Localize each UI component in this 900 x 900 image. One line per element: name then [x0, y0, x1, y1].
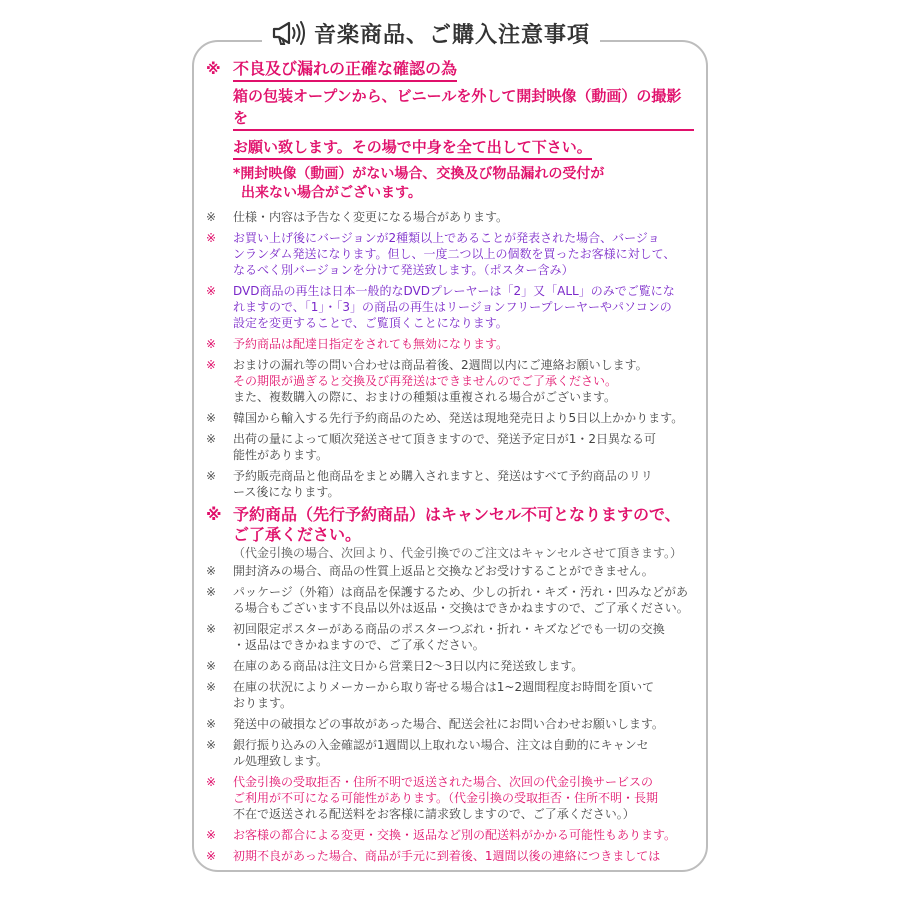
item-text: 出荷の量によって順次発送させて頂きますので、発送予定日が1・2日異なる可	[233, 432, 657, 446]
video-note	[194, 165, 706, 203]
bullet-mark: ※	[206, 828, 217, 842]
cancel-line: 予約商品（先行予約商品）はキャンセル不可となりますので、	[233, 505, 681, 524]
bullet-mark: ※	[206, 564, 217, 578]
list-item	[194, 209, 706, 225]
item-text: ース後になります。	[233, 485, 340, 499]
list-item	[194, 468, 706, 500]
bullet-mark: ※	[206, 358, 217, 372]
list-item	[194, 679, 706, 711]
item-text: 韓国から輸入する先行予約商品のため、発送は現地発売日より5日以上かかります。	[233, 411, 684, 425]
title-banner	[262, 16, 600, 50]
list-item	[194, 563, 706, 579]
bullet-mark: ※	[206, 337, 217, 351]
item-text: その期限が過ぎると交換及び再発送はできませんのでご了承ください。	[233, 374, 618, 388]
bullet-mark: ※	[206, 849, 217, 863]
item-text: 開封済みの場合、商品の性質上返品と交換などお受けすることができません。	[233, 564, 654, 578]
notice-mark: ※	[206, 60, 221, 78]
item-text: また、複数購入の際に、おまけの種類は重複される場合がございます。	[233, 390, 617, 404]
note-line: 出来ない場合がございます。	[241, 185, 422, 201]
bullet-mark: ※	[206, 775, 217, 789]
list-item	[194, 827, 706, 843]
bullet-mark: ※	[206, 717, 217, 731]
notice-line: 箱の包装オープンから、ビニールを外して開封映像（動画）の撮影を	[233, 85, 694, 131]
list-item	[194, 357, 706, 405]
item-text: る場合もございます不良品以外は返品・交換はできかねますので、ご了承ください。	[233, 601, 689, 615]
item-text: お買い上げ後にバージョンが2種類以上であることが発表された場合、バージョ	[233, 231, 660, 245]
cancel-line: ご了承ください。	[233, 525, 362, 544]
bullet-mark: ※	[206, 411, 217, 425]
item-text: 設定を変更することで、ご覧頂くことになります。	[233, 316, 508, 330]
bullet-mark: ※	[206, 231, 217, 245]
notice-line: お願い致します。その場で中身を全て出して下さい。	[233, 136, 592, 160]
item-text: 能性があります。	[233, 448, 329, 462]
note-line: *開封映像（動画）がない場合、交換及び物品漏れの受付が	[233, 166, 605, 182]
bullet-mark: ※	[206, 680, 217, 694]
item-text: ンランダム発送になります。但し、一度二つ以上の個数を買ったお客様に対して、	[233, 247, 676, 261]
megaphone-icon	[272, 20, 306, 46]
page-title: 音楽商品、ご購入注意事項	[314, 22, 591, 48]
list-item	[194, 336, 706, 352]
list-item	[194, 230, 706, 278]
cancel-notice	[194, 505, 706, 561]
item-text: 初期不良があった場合、商品が手元に到着後、1週間以後の連絡につきましては	[233, 849, 661, 863]
list-item	[194, 848, 706, 864]
notice-panel	[192, 40, 708, 872]
item-text: れますので、「1」・「3」の商品の再生はリージョンフリープレーヤーやパソコンの	[233, 300, 672, 314]
item-text: ・返品はできかねますので、ご了承ください。	[233, 638, 485, 652]
notice-line: 不良及び漏れの正確な確認の為	[233, 58, 457, 82]
bullet-mark: ※	[206, 432, 217, 446]
item-text: 初回限定ポスターがある商品のポスターつぶれ・折れ・キズなどでも一切の交換	[233, 622, 665, 636]
list-item	[194, 621, 706, 653]
item-text: パッケージ（外箱）は商品を保護するため、少しの折れ・キズ・汚れ・凹みなどがあ	[233, 585, 689, 599]
item-text: 代金引換の受取拒否・住所不明で返送された場合、次回の代金引換サービスの	[233, 775, 654, 789]
list-item	[194, 737, 706, 769]
bullet-mark: ※	[206, 505, 222, 524]
item-text: ル処理致します。	[233, 754, 329, 768]
list-item	[194, 410, 706, 426]
list-item	[194, 716, 706, 732]
inspection-notice	[194, 56, 706, 163]
list-item	[194, 584, 706, 616]
item-text: 在庫の状況によりメーカーから取り寄せる場合は1~2週間程度お時間を頂いて	[233, 680, 655, 694]
bullet-mark: ※	[206, 210, 217, 224]
bullet-mark: ※	[206, 738, 217, 752]
item-text: DVD商品の再生は日本一般的なDVDプレーヤーは「2」又「ALL」のみでご覧にな	[233, 284, 675, 298]
bullet-mark: ※	[206, 659, 217, 673]
bullet-mark: ※	[206, 469, 217, 483]
item-text: 予約商品は配達日指定をされても無効になります。	[233, 337, 509, 351]
item-text: おまけの漏れ等の問い合わせは商品着後、2週間以内にご連絡お願いします。	[233, 358, 648, 372]
cancel-sub: （代金引換の場合、次回より、代金引換でのご注文はキャンセルさせて頂きます。）	[233, 546, 683, 560]
item-text: 予約販売商品と他商品をまとめ購入されますと、発送はすべて予約商品のリリ	[233, 469, 653, 483]
list-item	[194, 431, 706, 463]
item-text: なるべく別バージョンを分けて発送致します。（ポスター含み）	[233, 263, 574, 277]
list-item	[194, 774, 706, 822]
item-text: 銀行振り込みの入金確認が1週間以上取れない場合、注文は自動的にキャンセ	[233, 738, 649, 752]
item-text: お客様の都合による変更・交換・返品など別の配送料がかかる可能性もあります。	[233, 828, 677, 842]
notice-content	[194, 56, 706, 869]
item-text: ご利用が不可になる可能性があります。（代金引換の受取拒否・住所不明・長期	[233, 791, 659, 805]
bullet-mark: ※	[206, 284, 217, 298]
item-text: おります。	[233, 696, 293, 710]
bullet-mark: ※	[206, 622, 217, 636]
item-text: 在庫のある商品は注文日から営業日2〜3日以内に発送致します。	[233, 659, 584, 673]
list-item	[194, 283, 706, 331]
list-item	[194, 658, 706, 674]
bullet-mark: ※	[206, 585, 217, 599]
item-text: 不在で返送される配送料をお客様に請求致しますので、ご了承ください。）	[233, 807, 635, 821]
item-text: 発送中の破損などの事故があった場合、配送会社にお問い合わせお願いします。	[233, 717, 664, 731]
item-text: 仕様・内容は予告なく変更になる場合があります。	[233, 210, 509, 224]
